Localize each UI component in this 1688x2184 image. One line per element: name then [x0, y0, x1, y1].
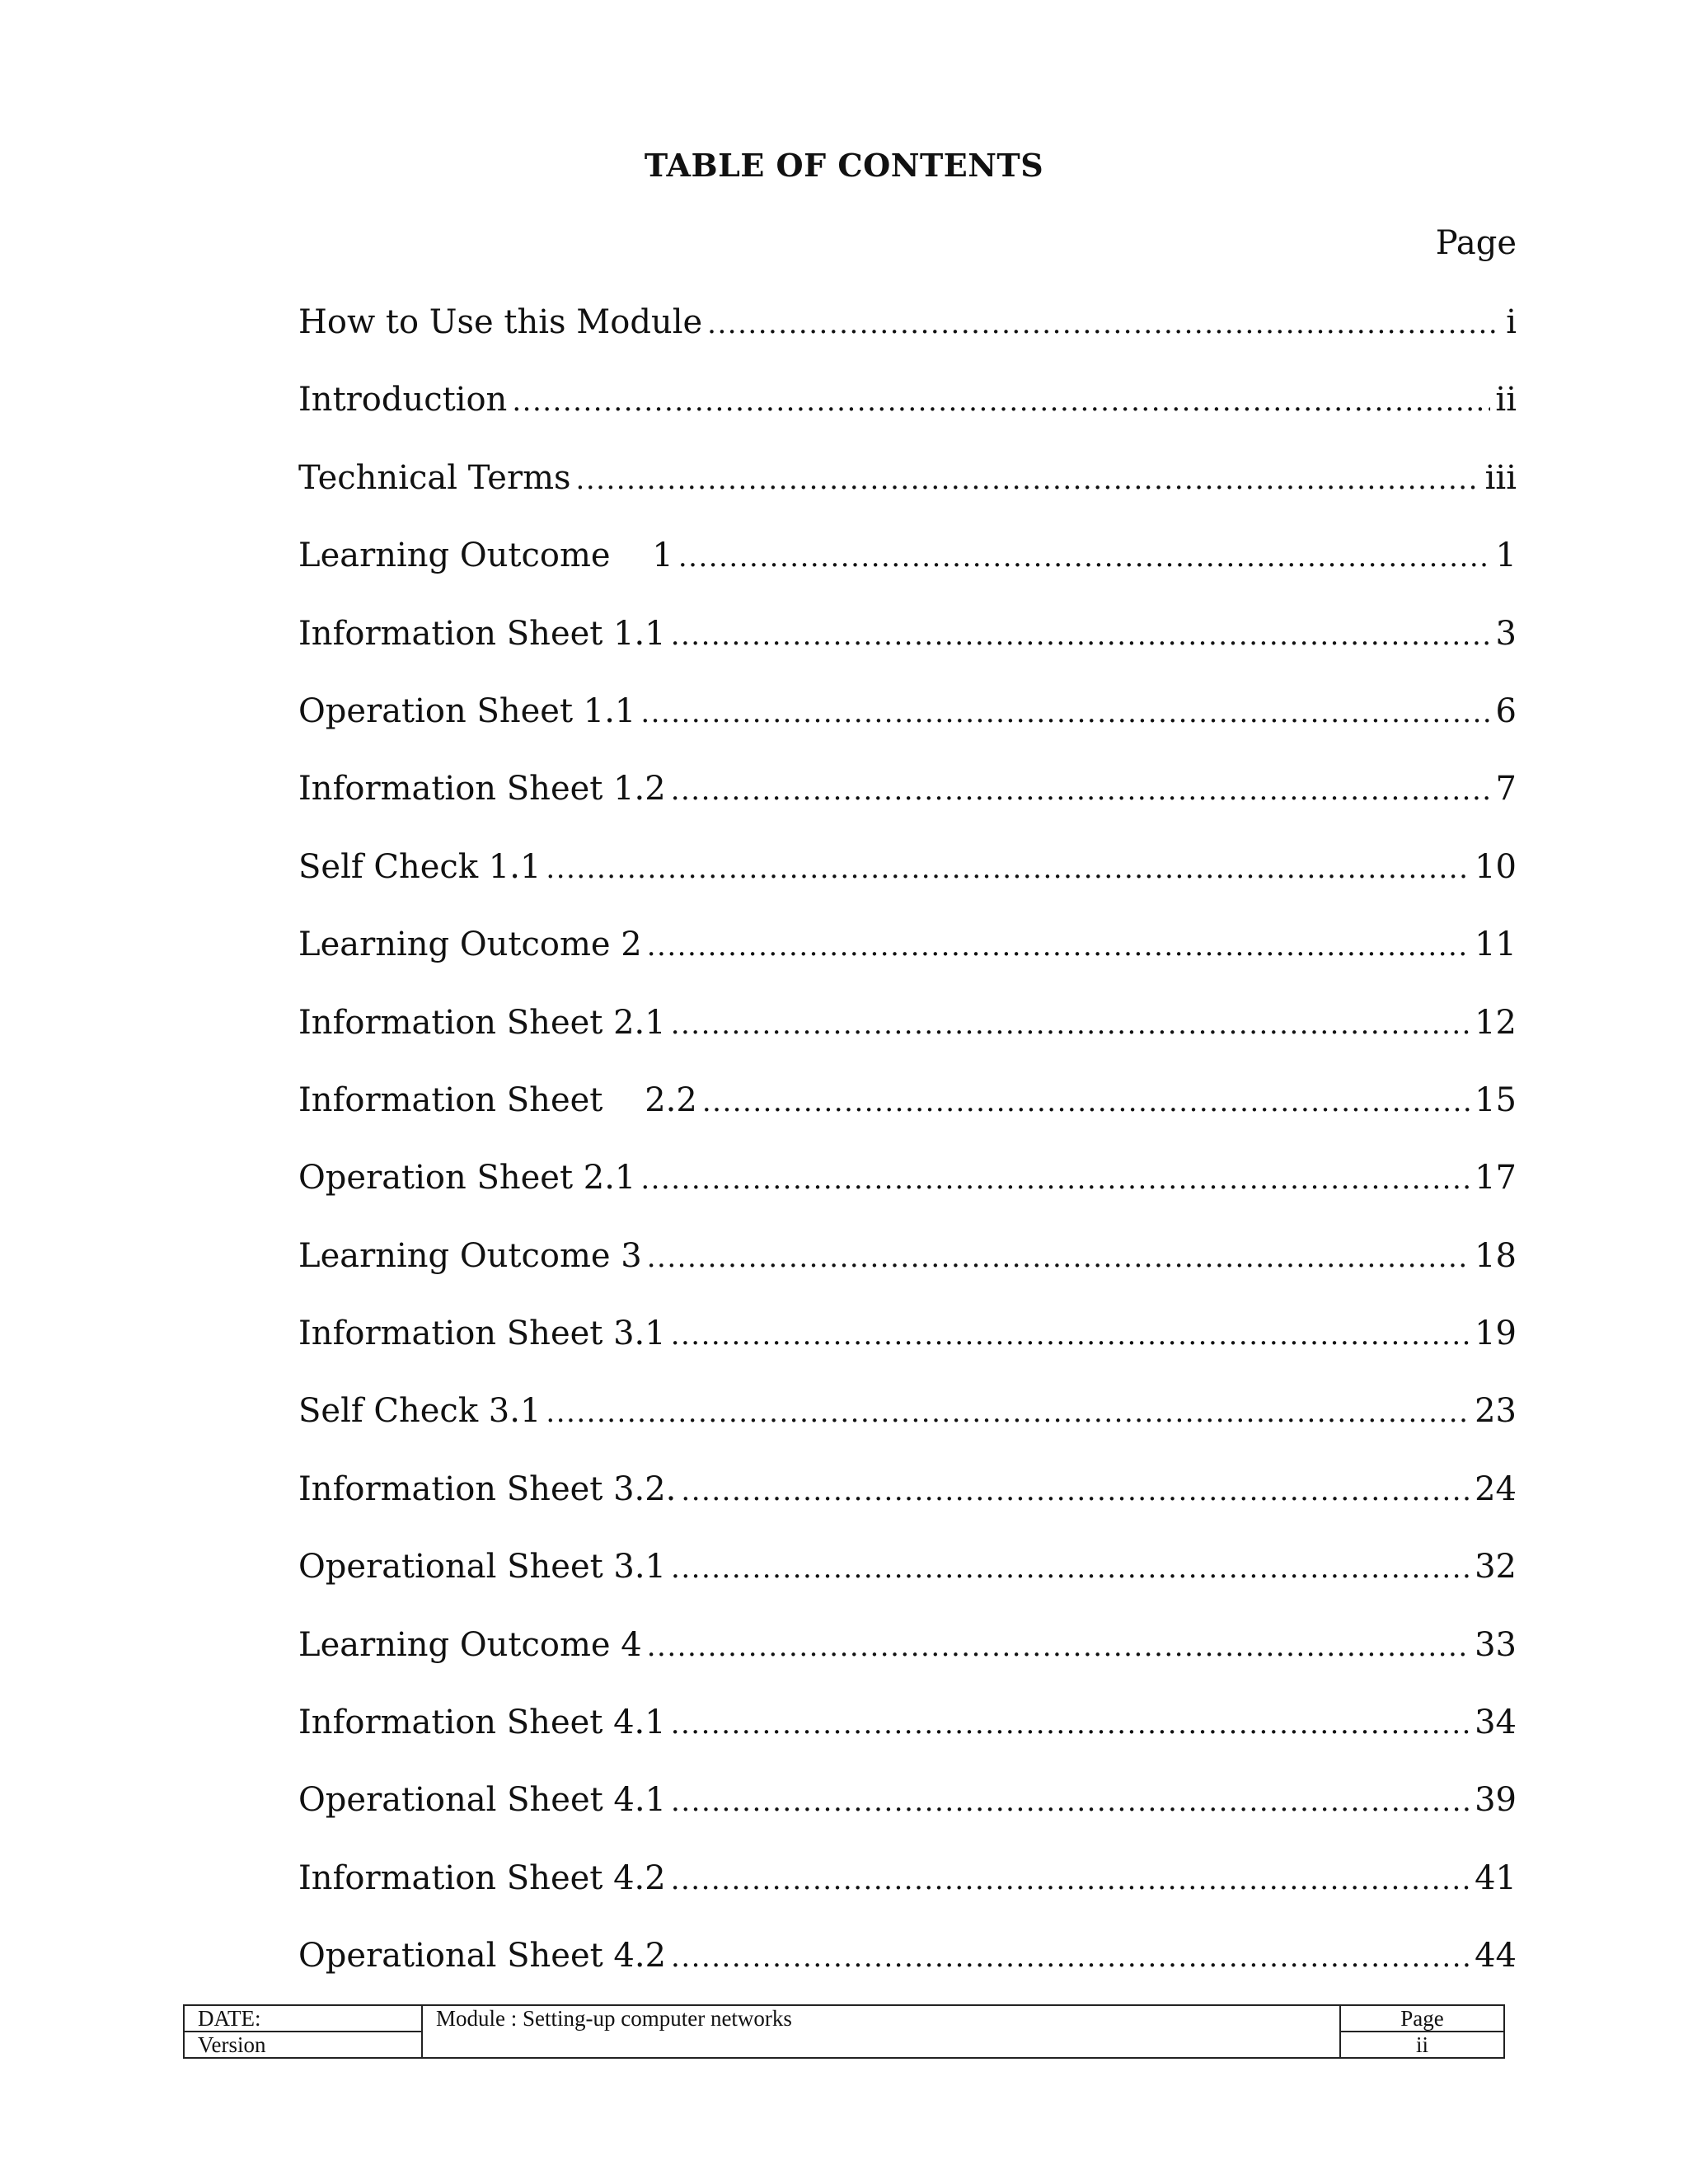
toc-dot-leader: [546, 1387, 1470, 1438]
toc-entry-page: 44: [1475, 1937, 1517, 1975]
footer-module-title: Module : Setting-up computer networks: [422, 2005, 1340, 2058]
toc-dot-leader: [681, 1465, 1470, 1516]
toc-entry-label: Technical Terms: [298, 458, 571, 497]
toc-entry-label: Information Sheet 3.1: [298, 1315, 666, 1353]
toc-entry[interactable]: [298, 608, 1517, 686]
toc-entry-label: Self Check 3.1: [298, 1392, 542, 1431]
toc-entry-page: 15: [1475, 1080, 1517, 1119]
toc-entry-page: 19: [1475, 1315, 1517, 1353]
toc-dot-leader: [678, 532, 1491, 583]
toc-dot-leader: [702, 1076, 1470, 1127]
toc-entry-page: 18: [1475, 1236, 1517, 1275]
footer-page-number: ii: [1340, 2032, 1504, 2058]
toc-entry-label: Operational Sheet 4.2: [298, 1937, 667, 1975]
toc-entry-page: 24: [1475, 1469, 1517, 1508]
toc-dot-leader: [707, 298, 1501, 349]
toc-dot-leader: [671, 1699, 1470, 1750]
toc-entry-page: 10: [1475, 847, 1517, 886]
toc-entry-page: 32: [1475, 1548, 1517, 1586]
toc-entry-page: 12: [1475, 1003, 1517, 1042]
footer-page-label: Page: [1340, 2005, 1504, 2032]
toc-entry-label: Information Sheet 2.2: [298, 1080, 697, 1119]
toc-entry[interactable]: [298, 1697, 1517, 1774]
table-of-contents: [298, 297, 1517, 2008]
toc-entry[interactable]: [298, 1774, 1517, 1852]
toc-dot-leader: [640, 687, 1490, 738]
toc-entry-page: 41: [1475, 1858, 1517, 1897]
toc-entry-label: Learning Outcome 2: [298, 926, 642, 964]
toc-entry-label: Information Sheet 1.2: [298, 770, 666, 808]
toc-entry[interactable]: [298, 452, 1517, 530]
toc-entry-label: Information Sheet 2.1: [298, 1003, 666, 1042]
toc-entry[interactable]: [298, 1308, 1517, 1385]
toc-entry[interactable]: [298, 297, 1517, 374]
toc-entry-label: Information Sheet 3.2.: [298, 1469, 677, 1508]
toc-entry[interactable]: [298, 686, 1517, 763]
toc-entry-label: How to Use this Module: [298, 303, 703, 341]
toc-dot-leader: [647, 921, 1470, 972]
toc-dot-leader: [671, 765, 1491, 816]
toc-dot-leader: [640, 1154, 1470, 1205]
toc-entry[interactable]: [298, 841, 1517, 919]
toc-entry[interactable]: [298, 1075, 1517, 1152]
toc-entry-page: 7: [1495, 770, 1517, 808]
toc-entry-label: Operation Sheet 2.1: [298, 1159, 636, 1197]
toc-entry-page: 1: [1495, 537, 1517, 575]
document-footer: [183, 2004, 1505, 2059]
toc-dot-leader: [671, 1310, 1470, 1361]
toc-entry-page: 33: [1475, 1625, 1517, 1664]
toc-entry[interactable]: [298, 1464, 1517, 1541]
page-column-label: Page: [1435, 224, 1517, 262]
toc-dot-leader: [671, 999, 1470, 1050]
toc-dot-leader: [671, 610, 1491, 661]
toc-entry[interactable]: [298, 1853, 1517, 1930]
toc-dot-leader: [671, 1776, 1470, 1827]
footer-version-label: Version: [184, 2032, 422, 2058]
toc-entry-page: 17: [1475, 1159, 1517, 1197]
toc-entry[interactable]: [298, 1385, 1517, 1463]
toc-entry[interactable]: [298, 1152, 1517, 1230]
toc-dot-leader: [671, 1543, 1470, 1594]
toc-entry-label: Operation Sheet 1.1: [298, 691, 636, 730]
toc-entry-label: Information Sheet 4.1: [298, 1704, 666, 1742]
toc-dot-leader: [576, 454, 1480, 505]
toc-entry-label: Introduction: [298, 381, 508, 419]
toc-entry-page: 39: [1475, 1781, 1517, 1820]
toc-entry-page: ii: [1495, 381, 1517, 419]
toc-dot-leader: [546, 843, 1470, 894]
toc-entry-label: Operational Sheet 3.1: [298, 1548, 667, 1586]
toc-dot-leader: [647, 1621, 1470, 1672]
toc-entry[interactable]: [298, 919, 1517, 996]
toc-entry-label: Learning Outcome 1: [298, 537, 673, 575]
toc-entry-page: 23: [1475, 1392, 1517, 1431]
toc-entry[interactable]: [298, 1619, 1517, 1697]
toc-entry-page: 11: [1475, 926, 1517, 964]
toc-entry-page: iii: [1484, 458, 1517, 497]
toc-entry-label: Self Check 1.1: [298, 847, 542, 886]
toc-entry[interactable]: [298, 1230, 1517, 1308]
toc-dot-leader: [512, 376, 1490, 427]
toc-entry[interactable]: [298, 1541, 1517, 1619]
toc-entry-label: Operational Sheet 4.1: [298, 1781, 667, 1820]
toc-entry-page: 3: [1495, 614, 1517, 653]
toc-entry-page: i: [1506, 303, 1517, 341]
toc-entry-label: Learning Outcome 3: [298, 1236, 642, 1275]
document-title: TABLE OF CONTENTS: [644, 147, 1044, 184]
toc-entry-label: Information Sheet 1.1: [298, 614, 666, 653]
toc-entry[interactable]: [298, 997, 1517, 1075]
toc-entry[interactable]: [298, 763, 1517, 841]
toc-dot-leader: [647, 1232, 1470, 1283]
toc-entry[interactable]: [298, 530, 1517, 607]
toc-entry-label: Information Sheet 4.2: [298, 1858, 666, 1897]
toc-entry-page: 34: [1475, 1704, 1517, 1742]
toc-entry[interactable]: [298, 374, 1517, 452]
toc-entry-label: Learning Outcome 4: [298, 1625, 642, 1664]
toc-dot-leader: [671, 1932, 1470, 1983]
toc-dot-leader: [671, 1854, 1470, 1905]
toc-entry[interactable]: [298, 1930, 1517, 2008]
toc-entry-page: 6: [1495, 691, 1517, 730]
footer-date-label: DATE:: [184, 2005, 422, 2032]
